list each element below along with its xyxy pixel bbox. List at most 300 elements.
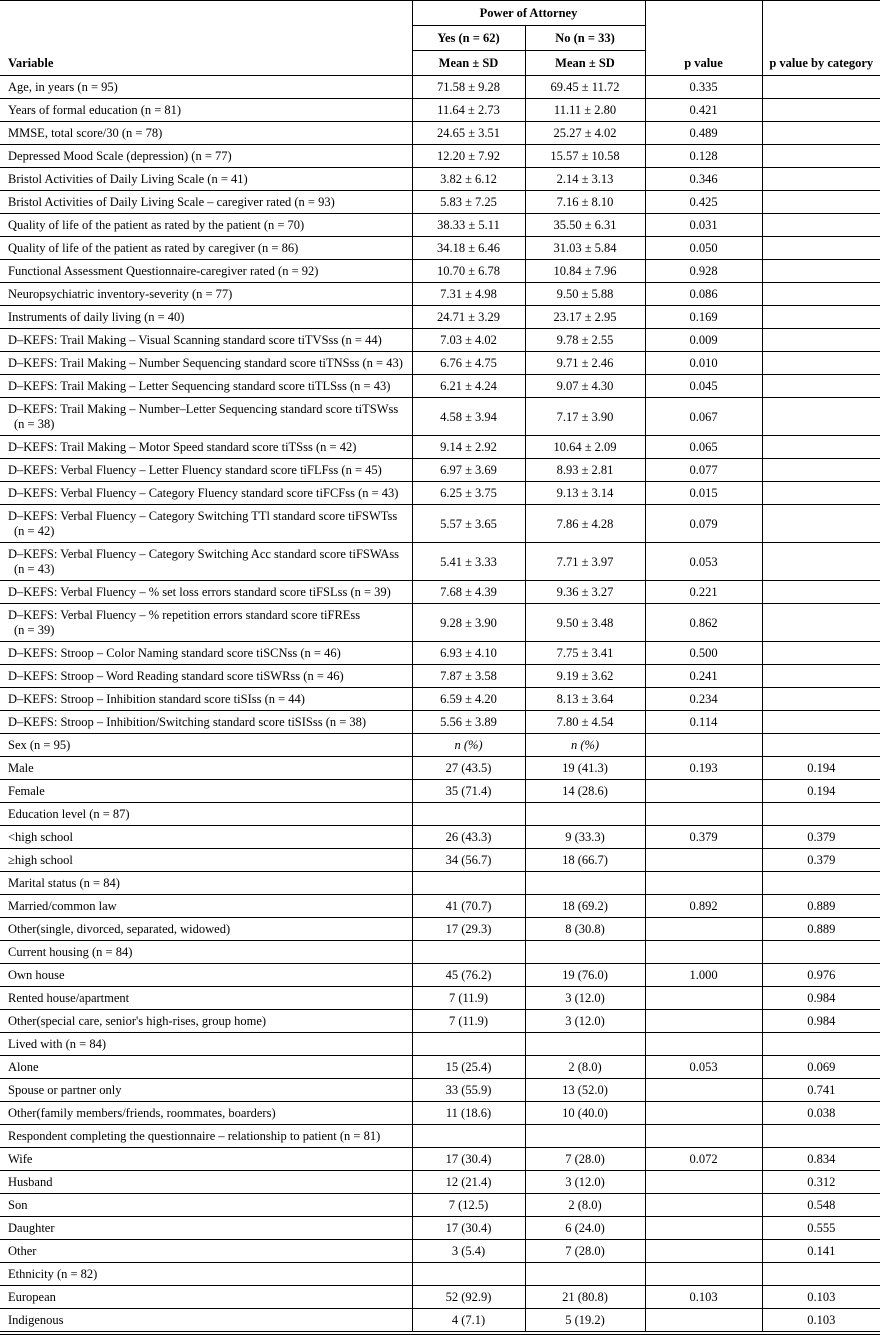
p-category-cell: 0.976 [762, 964, 880, 987]
p-value-cell: 0.072 [645, 1148, 762, 1171]
variable-label: Married/common law [8, 899, 117, 913]
variable-cell [0, 826, 412, 849]
yes-mean-cell: 45 (76.2) [412, 964, 525, 987]
variable-cell [0, 99, 412, 122]
table-row [0, 665, 880, 688]
p-category-cell [762, 1125, 880, 1148]
p-value-cell [645, 1033, 762, 1056]
no-mean-cell: 8.93 ± 2.81 [525, 459, 645, 482]
variable-cell [0, 780, 412, 803]
variable-label: Respondent completing the questionnaire – relationship to patient (n = 81) [8, 1129, 381, 1143]
variable-label: D–KEFS: Trail Making – Motor Speed standard score tiTSss (n = 42) [8, 440, 357, 454]
table-row [0, 1010, 880, 1033]
p-category-cell [762, 260, 880, 283]
table-row [0, 688, 880, 711]
variable-label: Spouse or partner only [8, 1083, 122, 1097]
no-mean-cell: 3 (12.0) [525, 1010, 645, 1033]
yes-mean-cell: 5.41 ± 3.33 [412, 543, 525, 581]
variable-cell [0, 398, 412, 436]
yes-mean-cell: 35 (71.4) [412, 780, 525, 803]
p-value-cell: 1.000 [645, 964, 762, 987]
table-row [0, 122, 880, 145]
p-category-cell [762, 237, 880, 260]
no-mean-cell: 2.14 ± 3.13 [525, 168, 645, 191]
table-row [0, 214, 880, 237]
p-category-cell [762, 145, 880, 168]
no-mean-cell: 9.36 ± 3.27 [525, 581, 645, 604]
p-category-cell: 0.038 [762, 1102, 880, 1125]
p-value-cell: 0.379 [645, 826, 762, 849]
yes-mean-cell [412, 1033, 525, 1056]
p-category-cell: 0.834 [762, 1148, 880, 1171]
yes-mean-cell: 7.03 ± 4.02 [412, 329, 525, 352]
variable-cell [0, 1171, 412, 1194]
p-value-by-category-column-header: p value by category [762, 1, 880, 76]
table-row [0, 1102, 880, 1125]
table-row [0, 1286, 880, 1309]
no-mean-cell: 5 (19.2) [525, 1309, 645, 1334]
variable-cell [0, 375, 412, 398]
p-category-cell [762, 734, 880, 757]
variable-label: Quality of life of the patient as rated by the patient (n = 70) [8, 218, 305, 232]
variable-label: Daughter [8, 1221, 55, 1235]
yes-mean-cell: 27 (43.5) [412, 757, 525, 780]
p-value-cell: 0.862 [645, 604, 762, 642]
table-row [0, 329, 880, 352]
yes-mean-cell: 5.57 ± 3.65 [412, 505, 525, 543]
yes-mean-cell: 71.58 ± 9.28 [412, 76, 525, 99]
yes-mean-cell: 9.28 ± 3.90 [412, 604, 525, 642]
variable-label: D–KEFS: Stroop – Color Naming standard score tiSCNss (n = 46) [8, 646, 341, 660]
table-row [0, 849, 880, 872]
no-mean-cell: 18 (69.2) [525, 895, 645, 918]
no-column-header: No (n = 33) [525, 26, 645, 51]
p-category-cell: 0.141 [762, 1240, 880, 1263]
no-mean-cell: 19 (41.3) [525, 757, 645, 780]
p-category-cell [762, 329, 880, 352]
p-category-cell: 0.555 [762, 1217, 880, 1240]
variable-cell [0, 665, 412, 688]
p-value-cell [645, 1263, 762, 1286]
table-row [0, 283, 880, 306]
table-row [0, 604, 880, 642]
p-category-cell [762, 642, 880, 665]
p-category-cell [762, 191, 880, 214]
p-category-cell [762, 505, 880, 543]
variable-label: Neuropsychiatric inventory-severity (n = 77) [8, 287, 233, 301]
variable-cell [0, 1309, 412, 1334]
p-value-cell [645, 803, 762, 826]
variable-label: D–KEFS: Verbal Fluency – Category Fluency standard score tiFCFss (n = 43) [8, 486, 399, 500]
p-category-cell: 0.194 [762, 780, 880, 803]
p-category-cell: 0.741 [762, 1079, 880, 1102]
yes-mean-cell: 24.71 ± 3.29 [412, 306, 525, 329]
no-mean-cell: 18 (66.7) [525, 849, 645, 872]
yes-mean-cell: 6.59 ± 4.20 [412, 688, 525, 711]
p-category-cell [762, 352, 880, 375]
variable-label: Other(family members/friends, roommates, boarders) [8, 1106, 276, 1120]
p-category-cell [762, 436, 880, 459]
table-row [0, 1217, 880, 1240]
variable-label: Lived with (n = 84) [8, 1037, 107, 1051]
p-value-cell: 0.169 [645, 306, 762, 329]
variable-cell [0, 849, 412, 872]
no-mean-cell [525, 941, 645, 964]
table-row [0, 306, 880, 329]
no-mean-cell: 9.07 ± 4.30 [525, 375, 645, 398]
variable-label: D–KEFS: Stroop – Word Reading standard score tiSWRss (n = 46) [8, 669, 344, 683]
variable-cell [0, 803, 412, 826]
p-value-cell [645, 734, 762, 757]
variable-cell [0, 306, 412, 329]
no-mean-cell: 7.71 ± 3.97 [525, 543, 645, 581]
p-category-cell: 0.103 [762, 1286, 880, 1309]
no-mean-cell: 15.57 ± 10.58 [525, 145, 645, 168]
table-row [0, 803, 880, 826]
variable-cell [0, 918, 412, 941]
no-mean-cell: 8 (30.8) [525, 918, 645, 941]
p-value-cell [645, 941, 762, 964]
yes-mean-cell: 52 (92.9) [412, 1286, 525, 1309]
yes-mean-cell: 24.65 ± 3.51 [412, 122, 525, 145]
variable-cell [0, 191, 412, 214]
p-category-cell [762, 803, 880, 826]
variable-cell [0, 1194, 412, 1217]
yes-mean-cell [412, 941, 525, 964]
variable-cell [0, 1263, 412, 1286]
variable-cell [0, 1056, 412, 1079]
variable-cell [0, 987, 412, 1010]
variable-label: Instruments of daily living (n = 40) [8, 310, 185, 324]
p-category-cell [762, 99, 880, 122]
table-row [0, 375, 880, 398]
variable-cell [0, 482, 412, 505]
table-row [0, 1240, 880, 1263]
variable-label: Sex (n = 95) [8, 738, 71, 752]
variable-label: Bristol Activities of Daily Living Scale (n = 41) [8, 172, 248, 186]
variable-label: ≥high school [8, 853, 73, 867]
variable-cell [0, 688, 412, 711]
yes-mean-cell: 7 (11.9) [412, 987, 525, 1010]
variable-column-header: Variable [0, 1, 412, 76]
table-row [0, 642, 880, 665]
yes-mean-sd-header: Mean ± SD [412, 51, 525, 76]
variable-cell [0, 1148, 412, 1171]
header-row-group [0, 1, 880, 26]
variable-label: Age, in years (n = 95) [8, 80, 118, 94]
variable-cell [0, 1286, 412, 1309]
table-row [0, 1309, 880, 1334]
yes-mean-cell [412, 872, 525, 895]
table-row [0, 918, 880, 941]
no-mean-cell [525, 1125, 645, 1148]
yes-mean-cell: 7.31 ± 4.98 [412, 283, 525, 306]
variable-label: Indigenous [8, 1313, 64, 1327]
p-value-cell: 0.221 [645, 581, 762, 604]
p-value-cell: 0.053 [645, 543, 762, 581]
variable-cell [0, 1240, 412, 1263]
table-header [0, 1, 880, 76]
variable-label: D–KEFS: Trail Making – Number–Letter Sequencing standard score tiTSWss [8, 402, 399, 416]
p-value-cell: 0.050 [645, 237, 762, 260]
p-value-cell: 0.067 [645, 398, 762, 436]
p-category-cell: 0.069 [762, 1056, 880, 1079]
variable-cell [0, 505, 412, 543]
variable-label: D–KEFS: Trail Making – Letter Sequencing standard score tiTLSss (n = 43) [8, 379, 391, 393]
p-value-column-header: p value [645, 1, 762, 76]
table-row [0, 941, 880, 964]
yes-mean-cell: 7.87 ± 3.58 [412, 665, 525, 688]
table-row [0, 734, 880, 757]
variable-cell [0, 436, 412, 459]
yes-mean-cell [412, 1263, 525, 1286]
p-value-cell: 0.015 [645, 482, 762, 505]
no-mean-cell: 9.71 ± 2.46 [525, 352, 645, 375]
yes-mean-cell: 5.83 ± 7.25 [412, 191, 525, 214]
yes-mean-cell: 6.76 ± 4.75 [412, 352, 525, 375]
table-row [0, 711, 880, 734]
p-category-cell [762, 941, 880, 964]
p-value-cell: 0.892 [645, 895, 762, 918]
yes-mean-cell [412, 803, 525, 826]
variable-label: Bristol Activities of Daily Living Scale – caregiver rated (n = 93) [8, 195, 335, 209]
yes-mean-cell: 11 (18.6) [412, 1102, 525, 1125]
p-value-cell: 0.193 [645, 757, 762, 780]
p-value-cell [645, 1125, 762, 1148]
yes-mean-cell: 38.33 ± 5.11 [412, 214, 525, 237]
variable-label: Other [8, 1244, 37, 1258]
variable-cell [0, 145, 412, 168]
variable-label: Male [8, 761, 34, 775]
p-category-cell: 0.889 [762, 918, 880, 941]
variable-cell [0, 581, 412, 604]
p-value-cell: 0.928 [645, 260, 762, 283]
table-row [0, 987, 880, 1010]
table-row [0, 191, 880, 214]
no-mean-cell: 31.03 ± 5.84 [525, 237, 645, 260]
yes-mean-cell: 7 (11.9) [412, 1010, 525, 1033]
no-mean-cell: 8.13 ± 3.64 [525, 688, 645, 711]
variable-label: MMSE, total score/30 (n = 78) [8, 126, 163, 140]
table-body [0, 76, 880, 1334]
table-row [0, 964, 880, 987]
table-row [0, 895, 880, 918]
p-value-cell: 0.009 [645, 329, 762, 352]
p-value-cell [645, 918, 762, 941]
variable-label: D–KEFS: Stroop – Inhibition/Switching standard score tiSISss (n = 38) [8, 715, 367, 729]
p-value-cell [645, 1102, 762, 1125]
p-value-cell [645, 780, 762, 803]
yes-mean-cell: n (%) [412, 734, 525, 757]
no-mean-cell: 10.64 ± 2.09 [525, 436, 645, 459]
p-value-cell: 0.077 [645, 459, 762, 482]
p-category-cell [762, 1033, 880, 1056]
p-category-cell: 0.984 [762, 1010, 880, 1033]
variable-cell [0, 352, 412, 375]
variable-cell [0, 1125, 412, 1148]
yes-mean-cell: 17 (30.4) [412, 1217, 525, 1240]
no-mean-sd-header: Mean ± SD [525, 51, 645, 76]
variable-label: D–KEFS: Trail Making – Number Sequencing standard score tiTNSss (n = 43) [8, 356, 403, 370]
variable-cell [0, 895, 412, 918]
yes-mean-cell: 33 (55.9) [412, 1079, 525, 1102]
variable-cell [0, 459, 412, 482]
table-row [0, 76, 880, 99]
table-row [0, 459, 880, 482]
p-value-cell: 0.010 [645, 352, 762, 375]
variable-cell [0, 604, 412, 642]
table-row [0, 757, 880, 780]
yes-mean-cell: 3.82 ± 6.12 [412, 168, 525, 191]
yes-mean-cell: 3 (5.4) [412, 1240, 525, 1263]
variable-label: D–KEFS: Verbal Fluency – Letter Fluency standard score tiFLFss (n = 45) [8, 463, 382, 477]
p-category-cell [762, 711, 880, 734]
p-value-cell: 0.045 [645, 375, 762, 398]
p-value-cell [645, 872, 762, 895]
variable-cell [0, 1217, 412, 1240]
no-mean-cell: 9.19 ± 3.62 [525, 665, 645, 688]
variable-label: Wife [8, 1152, 33, 1166]
variable-label: Functional Assessment Questionnaire-caregiver rated (n = 92) [8, 264, 319, 278]
p-value-cell: 0.103 [645, 1286, 762, 1309]
table-row [0, 826, 880, 849]
no-mean-cell: n (%) [525, 734, 645, 757]
no-mean-cell: 2 (8.0) [525, 1194, 645, 1217]
variable-label: Alone [8, 1060, 39, 1074]
variable-label: Own house [8, 968, 65, 982]
no-mean-cell: 10 (40.0) [525, 1102, 645, 1125]
p-value-cell: 0.053 [645, 1056, 762, 1079]
p-value-cell [645, 1079, 762, 1102]
p-value-cell [645, 1194, 762, 1217]
variable-cell [0, 872, 412, 895]
no-mean-cell: 7.86 ± 4.28 [525, 505, 645, 543]
p-value-cell: 0.346 [645, 168, 762, 191]
no-mean-cell: 7.16 ± 8.10 [525, 191, 645, 214]
p-category-cell: 0.194 [762, 757, 880, 780]
p-category-cell: 0.379 [762, 849, 880, 872]
p-category-cell [762, 398, 880, 436]
no-mean-cell [525, 1263, 645, 1286]
no-mean-cell: 9.50 ± 3.48 [525, 604, 645, 642]
p-category-cell [762, 604, 880, 642]
table-row [0, 1125, 880, 1148]
p-value-cell: 0.128 [645, 145, 762, 168]
no-mean-cell: 9.50 ± 5.88 [525, 283, 645, 306]
variable-label: D–KEFS: Verbal Fluency – Category Switching Acc standard score tiFSWAss [8, 547, 400, 561]
p-category-cell [762, 306, 880, 329]
variable-cell [0, 168, 412, 191]
table-row [0, 436, 880, 459]
p-category-cell [762, 581, 880, 604]
p-category-cell [762, 283, 880, 306]
p-value-cell: 0.335 [645, 76, 762, 99]
table-row [0, 1148, 880, 1171]
p-value-cell [645, 1240, 762, 1263]
p-value-cell [645, 1309, 762, 1334]
power-of-attorney-group-header: Power of Attorney [412, 1, 645, 26]
variable-cell [0, 283, 412, 306]
yes-mean-cell: 5.56 ± 3.89 [412, 711, 525, 734]
table-row [0, 99, 880, 122]
variable-label: Female [8, 784, 45, 798]
no-mean-cell [525, 872, 645, 895]
variable-label: Rented house/apartment [8, 991, 130, 1005]
variable-label: D–KEFS: Verbal Fluency – Category Switching TTl standard score tiFSWTss [8, 509, 398, 523]
p-value-cell: 0.065 [645, 436, 762, 459]
no-mean-cell: 3 (12.0) [525, 987, 645, 1010]
variable-label: European [8, 1290, 56, 1304]
no-mean-cell: 2 (8.0) [525, 1056, 645, 1079]
no-mean-cell: 7 (28.0) [525, 1148, 645, 1171]
p-category-cell [762, 688, 880, 711]
variable-cell [0, 964, 412, 987]
p-value-cell: 0.086 [645, 283, 762, 306]
no-mean-cell: 21 (80.8) [525, 1286, 645, 1309]
p-value-cell [645, 1217, 762, 1240]
variable-label: D–KEFS: Verbal Fluency – % repetition errors standard score tiFREss [8, 608, 361, 622]
yes-mean-cell: 6.25 ± 3.75 [412, 482, 525, 505]
p-category-cell [762, 122, 880, 145]
no-mean-cell: 3 (12.0) [525, 1171, 645, 1194]
p-category-cell [762, 543, 880, 581]
variable-label: Education level (n = 87) [8, 807, 130, 821]
yes-mean-cell: 7 (12.5) [412, 1194, 525, 1217]
yes-mean-cell: 17 (29.3) [412, 918, 525, 941]
no-mean-cell: 7.80 ± 4.54 [525, 711, 645, 734]
no-mean-cell [525, 1033, 645, 1056]
table-row [0, 168, 880, 191]
no-mean-cell: 13 (52.0) [525, 1079, 645, 1102]
yes-mean-cell: 10.70 ± 6.78 [412, 260, 525, 283]
p-value-cell [645, 1010, 762, 1033]
p-value-cell: 0.489 [645, 122, 762, 145]
yes-mean-cell: 6.97 ± 3.69 [412, 459, 525, 482]
variable-cell [0, 1102, 412, 1125]
yes-mean-cell: 15 (25.4) [412, 1056, 525, 1079]
variable-cell [0, 1010, 412, 1033]
p-value-cell: 0.500 [645, 642, 762, 665]
yes-mean-cell: 6.93 ± 4.10 [412, 642, 525, 665]
variable-cell [0, 642, 412, 665]
yes-mean-cell: 9.14 ± 2.92 [412, 436, 525, 459]
yes-mean-cell: 26 (43.3) [412, 826, 525, 849]
p-category-cell [762, 482, 880, 505]
p-category-cell [762, 872, 880, 895]
table-row [0, 1079, 880, 1102]
no-mean-cell: 25.27 ± 4.02 [525, 122, 645, 145]
p-category-cell [762, 375, 880, 398]
table-row [0, 780, 880, 803]
yes-mean-cell: 41 (70.7) [412, 895, 525, 918]
variable-label: Current housing (n = 84) [8, 945, 133, 959]
yes-mean-cell [412, 1125, 525, 1148]
variable-cell [0, 1079, 412, 1102]
no-mean-cell: 11.11 ± 2.80 [525, 99, 645, 122]
p-value-cell: 0.241 [645, 665, 762, 688]
variable-label: D–KEFS: Stroop – Inhibition standard score tiSIss (n = 44) [8, 692, 305, 706]
variable-cell [0, 1033, 412, 1056]
variable-cell [0, 76, 412, 99]
variable-cell [0, 543, 412, 581]
variable-cell [0, 214, 412, 237]
yes-mean-cell: 12.20 ± 7.92 [412, 145, 525, 168]
table-row [0, 1263, 880, 1286]
p-category-cell [762, 214, 880, 237]
p-value-cell: 0.031 [645, 214, 762, 237]
variable-label: D–KEFS: Verbal Fluency – % set loss errors standard score tiFSLss (n = 39) [8, 585, 391, 599]
table-row [0, 1171, 880, 1194]
